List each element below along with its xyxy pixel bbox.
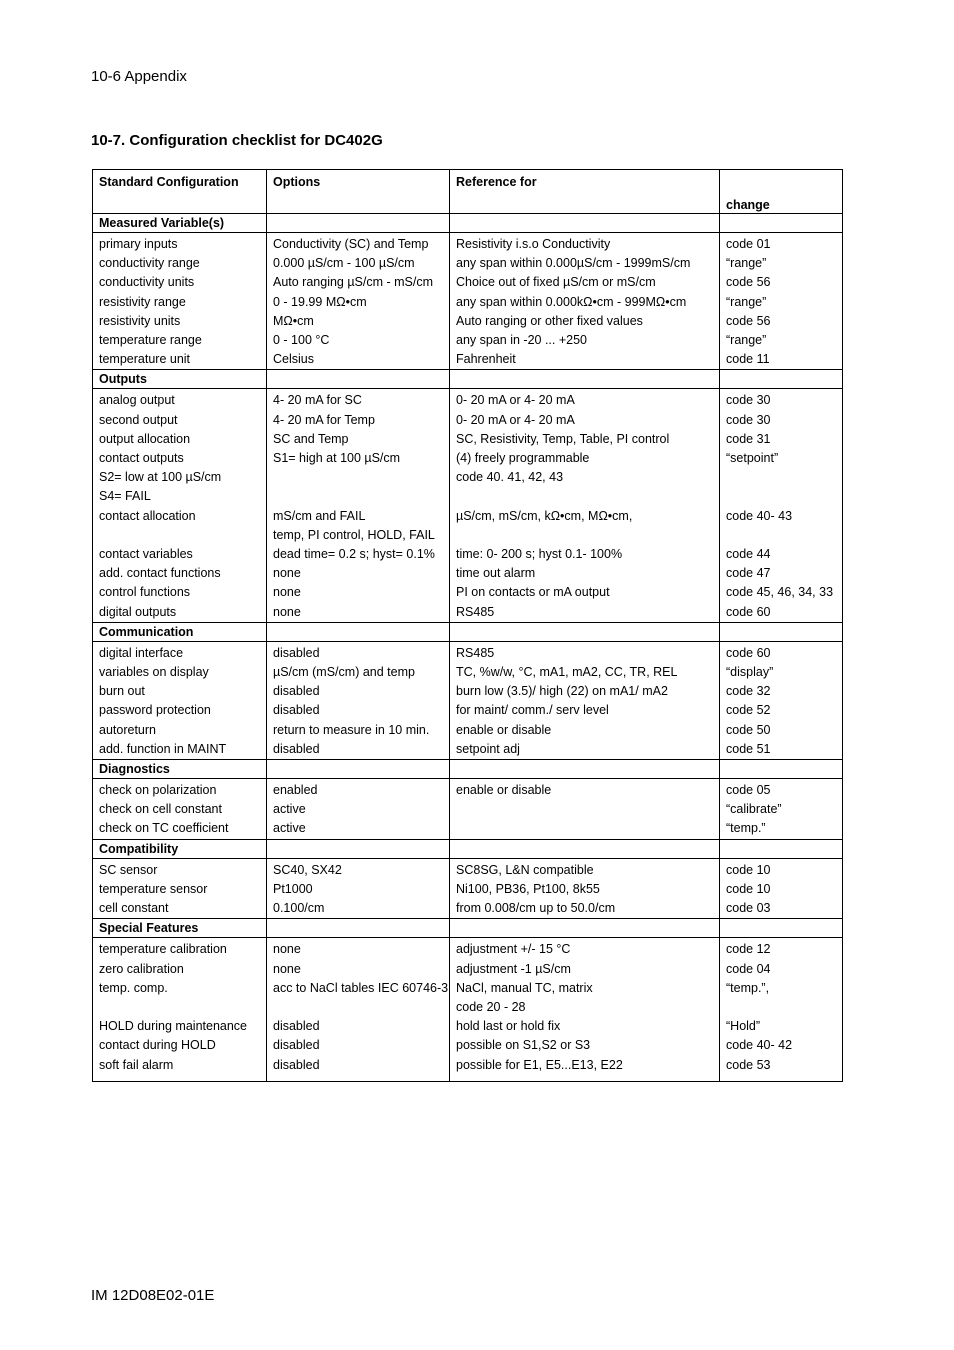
standard-configuration-cell: cell constant [93,899,267,919]
change-cell: code 44 [720,545,843,564]
change-cell: code 45, 46, 34, 33 [720,583,843,602]
section-name: Measured Variable(s) [93,214,267,233]
section-header-empty-cell [720,622,843,641]
reference-cell: 0- 20 mA or 4- 20 mA [450,389,720,411]
options-cell: 0 - 19.99 MΩ•cm [267,293,450,312]
options-cell: Conductivity (SC) and Temp [267,233,450,255]
change-cell: code 40- 43 [720,507,843,526]
table-row [93,254,843,273]
standard-configuration-cell: primary inputs [93,233,267,255]
reference-cell: time: 0- 200 s; hyst 0.1- 100% [450,545,720,564]
reference-cell: time out alarm [450,564,720,583]
change-cell: code 03 [720,899,843,919]
section-name: Compatibility [93,839,267,858]
table-row [93,331,843,350]
table-row [93,960,843,979]
options-cell: active [267,800,450,819]
reference-cell: TC, %w/w, °C, mA1, mA2, CC, TR, REL [450,663,720,682]
standard-configuration-cell: output allocation [93,430,267,449]
reference-cell: possible on S1,S2 or S3 [450,1036,720,1055]
change-cell: code 01 [720,233,843,255]
table-row [93,545,843,564]
change-cell: code 40- 42 [720,1036,843,1055]
section-header-empty-cell [267,760,450,779]
options-cell: MΩ•cm [267,312,450,331]
change-cell [720,998,843,1017]
options-cell: 0.100/cm [267,899,450,919]
standard-configuration-cell: conductivity range [93,254,267,273]
section-header-empty-cell [267,839,450,858]
change-cell: code 30 [720,411,843,430]
table-row [93,779,843,801]
standard-configuration-cell: autoreturn [93,721,267,740]
change-cell: code 12 [720,938,843,960]
reference-cell: any span in -20 ... +250 [450,331,720,350]
standard-configuration-cell: contact during HOLD [93,1036,267,1055]
reference-cell: SC8SG, L&N compatible [450,858,720,880]
options-cell [267,468,450,487]
options-cell: µS/cm (mS/cm) and temp [267,663,450,682]
change-cell: “calibrate” [720,800,843,819]
table-row [93,273,843,292]
options-cell: disabled [267,641,450,663]
options-cell: SC and Temp [267,430,450,449]
options-cell: S1= high at 100 µS/cm [267,449,450,468]
section-header-row [93,919,843,938]
column-header-standard-configuration: Standard Configuration [93,170,267,214]
standard-configuration-cell: temperature range [93,331,267,350]
change-cell: “temp.” [720,819,843,839]
change-cell: code 32 [720,682,843,701]
table-row [93,487,843,506]
options-cell: 4- 20 mA for Temp [267,411,450,430]
options-cell: mS/cm and FAIL [267,507,450,526]
change-cell: code 52 [720,701,843,720]
section-title: 10-7. Configuration checklist for DC402G [91,132,383,149]
section-header-empty-cell [720,839,843,858]
change-cell: “setpoint” [720,449,843,468]
standard-configuration-cell: temperature sensor [93,880,267,899]
reference-cell [450,819,720,839]
standard-configuration-cell: variables on display [93,663,267,682]
reference-cell: code 40. 41, 42, 43 [450,468,720,487]
options-cell: 0.000 µS/cm - 100 µS/cm [267,254,450,273]
reference-cell: Fahrenheit [450,350,720,370]
options-cell [267,487,450,506]
standard-configuration-cell: temperature unit [93,350,267,370]
reference-cell: 0- 20 mA or 4- 20 mA [450,411,720,430]
options-cell: none [267,583,450,602]
standard-configuration-cell: zero calibration [93,960,267,979]
standard-configuration-cell: password protection [93,701,267,720]
change-cell: code 04 [720,960,843,979]
reference-cell [450,487,720,506]
table-row [93,721,843,740]
table-body [93,170,843,1082]
section-header-row [93,370,843,389]
options-cell: Celsius [267,350,450,370]
options-cell: enabled [267,779,450,801]
change-cell: “range” [720,293,843,312]
options-cell: Auto ranging µS/cm - mS/cm [267,273,450,292]
table-row [93,998,843,1017]
reference-cell: SC, Resistivity, Temp, Table, PI control [450,430,720,449]
section-header-empty-cell [450,622,720,641]
standard-configuration-cell: temperature calibration [93,938,267,960]
standard-configuration-cell: burn out [93,682,267,701]
change-cell: code 31 [720,430,843,449]
table-row [93,389,843,411]
section-name: Outputs [93,370,267,389]
options-cell: SC40, SX42 [267,858,450,880]
change-cell: code 11 [720,350,843,370]
table-row [93,880,843,899]
table-row [93,819,843,839]
reference-cell: enable or disable [450,779,720,801]
change-cell [720,468,843,487]
reference-cell: any span within 0.000µS/cm - 1999mS/cm [450,254,720,273]
table-row [93,701,843,720]
standard-configuration-cell: resistivity range [93,293,267,312]
table-row [93,800,843,819]
change-cell: code 05 [720,779,843,801]
options-cell: 0 - 100 °C [267,331,450,350]
table-header-row [93,170,843,214]
change-cell: code 51 [720,740,843,760]
change-cell: code 47 [720,564,843,583]
section-header-empty-cell [267,919,450,938]
change-cell: code 60 [720,603,843,623]
options-cell: disabled [267,701,450,720]
standard-configuration-cell: check on TC coefficient [93,819,267,839]
table-row [93,526,843,545]
table-row [93,1017,843,1036]
options-cell: Pt1000 [267,880,450,899]
options-cell: active [267,819,450,839]
reference-cell: adjustment -1 µS/cm [450,960,720,979]
column-header-reference-for: Reference for [450,170,720,214]
standard-configuration-cell: check on polarization [93,779,267,801]
section-header-row [93,214,843,233]
reference-cell: burn low (3.5)/ high (22) on mA1/ mA2 [450,682,720,701]
table-row [93,468,843,487]
section-header-row [93,839,843,858]
table-row [93,411,843,430]
section-header-empty-cell [267,622,450,641]
section-header-empty-cell [450,919,720,938]
standard-configuration-cell: soft fail alarm [93,1056,267,1082]
standard-configuration-cell: digital outputs [93,603,267,623]
standard-configuration-cell [93,526,267,545]
reference-cell: Auto ranging or other fixed values [450,312,720,331]
section-header-empty-cell [450,839,720,858]
table-row [93,1056,843,1082]
table-row [93,979,843,998]
change-cell [720,487,843,506]
change-cell: code 53 [720,1056,843,1082]
table-row [93,1036,843,1055]
section-name: Special Features [93,919,267,938]
section-header-empty-cell [267,370,450,389]
table-row [93,682,843,701]
standard-configuration-cell: contact allocation [93,507,267,526]
change-cell: code 50 [720,721,843,740]
standard-configuration-cell: analog output [93,389,267,411]
standard-configuration-cell: add. contact functions [93,564,267,583]
table-row [93,430,843,449]
options-cell: acc to NaCl tables IEC 60746-3 [267,979,450,998]
section-header-empty-cell [720,919,843,938]
reference-cell: RS485 [450,603,720,623]
section-header-empty-cell [450,760,720,779]
standard-configuration-cell: resistivity units [93,312,267,331]
standard-configuration-cell: digital interface [93,641,267,663]
options-cell: temp, PI control, HOLD, FAIL [267,526,450,545]
table-row [93,899,843,919]
configuration-checklist-table [92,169,843,1082]
reference-cell [450,526,720,545]
options-cell: disabled [267,682,450,701]
standard-configuration-cell: control functions [93,583,267,602]
section-header-empty-cell [450,370,720,389]
standard-configuration-cell: contact variables [93,545,267,564]
change-cell [720,526,843,545]
table-row [93,233,843,255]
options-cell: none [267,603,450,623]
options-cell: return to measure in 10 min. [267,721,450,740]
standard-configuration-cell: S4= FAIL [93,487,267,506]
change-cell: code 10 [720,880,843,899]
change-cell: “display” [720,663,843,682]
reference-cell: Choice out of fixed µS/cm or mS/cm [450,273,720,292]
reference-cell: setpoint adj [450,740,720,760]
table-row [93,293,843,312]
reference-cell: µS/cm, mS/cm, kΩ•cm, MΩ•cm, [450,507,720,526]
standard-configuration-cell: HOLD during maintenance [93,1017,267,1036]
table-row [93,564,843,583]
section-header-empty-cell [720,214,843,233]
table-row [93,858,843,880]
reference-cell [450,800,720,819]
table-row [93,507,843,526]
section-header-row [93,622,843,641]
section-header-empty-cell [720,760,843,779]
reference-cell: Ni100, PB36, Pt100, 8k55 [450,880,720,899]
section-header-empty-cell [720,370,843,389]
section-header-empty-cell [450,214,720,233]
standard-configuration-cell: conductivity units [93,273,267,292]
reference-cell: from 0.008/cm up to 50.0/cm [450,899,720,919]
change-cell: “temp.”, [720,979,843,998]
reference-cell: adjustment +/- 15 °C [450,938,720,960]
table-row [93,740,843,760]
table-row [93,312,843,331]
reference-cell: Resistivity i.s.o Conductivity [450,233,720,255]
table-row [93,663,843,682]
change-cell: “range” [720,331,843,350]
options-cell: none [267,960,450,979]
change-cell: code 10 [720,858,843,880]
standard-configuration-cell: add. function in MAINT [93,740,267,760]
reference-cell: (4) freely programmable [450,449,720,468]
table-row [93,938,843,960]
reference-cell: enable or disable [450,721,720,740]
options-cell: 4- 20 mA for SC [267,389,450,411]
column-header-options: Options [267,170,450,214]
reference-cell: any span within 0.000kΩ•cm - 999MΩ•cm [450,293,720,312]
section-header-row [93,760,843,779]
options-cell [267,998,450,1017]
options-cell: disabled [267,740,450,760]
section-name: Communication [93,622,267,641]
reference-cell: code 20 - 28 [450,998,720,1017]
reference-cell: NaCl, manual TC, matrix [450,979,720,998]
change-cell: code 56 [720,273,843,292]
column-header-change: change [720,170,843,214]
options-cell: none [267,938,450,960]
section-name: Diagnostics [93,760,267,779]
change-cell: code 60 [720,641,843,663]
options-cell: disabled [267,1056,450,1082]
reference-cell: possible for E1, E5...E13, E22 [450,1056,720,1082]
document-id-footer: IM 12D08E02-01E [91,1287,215,1304]
change-cell: code 30 [720,389,843,411]
standard-configuration-cell: contact outputs [93,449,267,468]
reference-cell: PI on contacts or mA output [450,583,720,602]
options-cell: disabled [267,1036,450,1055]
options-cell: dead time= 0.2 s; hyst= 0.1% [267,545,450,564]
page-header: 10-6 Appendix [91,68,187,85]
change-cell: “range” [720,254,843,273]
standard-configuration-cell: temp. comp. [93,979,267,998]
change-cell: code 56 [720,312,843,331]
reference-cell: hold last or hold fix [450,1017,720,1036]
standard-configuration-cell [93,998,267,1017]
standard-configuration-cell: SC sensor [93,858,267,880]
reference-cell: for maint/ comm./ serv level [450,701,720,720]
reference-cell: RS485 [450,641,720,663]
table-row [93,641,843,663]
options-cell: disabled [267,1017,450,1036]
options-cell: none [267,564,450,583]
section-header-empty-cell [267,214,450,233]
standard-configuration-cell: check on cell constant [93,800,267,819]
table-row [93,449,843,468]
table-row [93,603,843,623]
standard-configuration-cell: second output [93,411,267,430]
table-row [93,350,843,370]
standard-configuration-cell: S2= low at 100 µS/cm [93,468,267,487]
change-cell: “Hold” [720,1017,843,1036]
table-row [93,583,843,602]
